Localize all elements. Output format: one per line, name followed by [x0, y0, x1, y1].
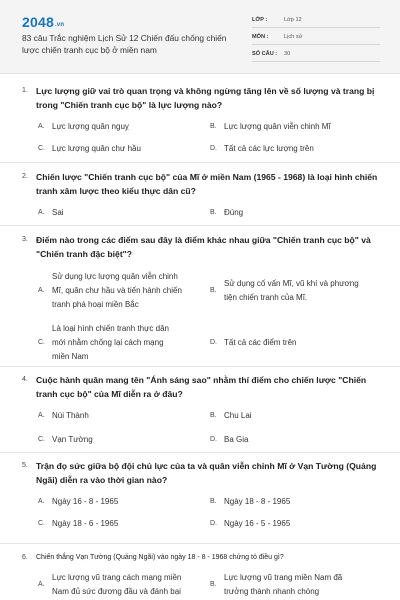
- question-header: [22, 551, 382, 565]
- option-text: Ngày 16 - 8 - 1965: [52, 497, 119, 506]
- question-header: [22, 373, 382, 401]
- option-letter: A.: [38, 287, 45, 294]
- question-header: [22, 233, 382, 261]
- meta-key: LỚP :: [252, 16, 268, 23]
- answer-option-b[interactable]: [210, 120, 331, 134]
- logo-text: 2048: [22, 14, 54, 30]
- question-number: 4.: [22, 376, 28, 383]
- option-letter: A.: [38, 581, 45, 588]
- question-text: Cuộc hành quân mang tên "Ánh sáng sao" nhằm thí điểm cho chiến lược "Chiến tranh cục bộ" của Mĩ diễn ra ở đâu?: [36, 375, 367, 399]
- option-letter: B.: [210, 581, 217, 588]
- answer-option-a[interactable]: [38, 571, 181, 599]
- answer-option-d[interactable]: [210, 321, 296, 365]
- option-text: Tất cả các điểm trên: [224, 338, 297, 347]
- option-text: Sử dụng cố vấn Mĩ, vũ khí và phương tiện chiến tranh của Mĩ.: [224, 279, 359, 302]
- answer-option-b[interactable]: [210, 495, 290, 509]
- question-3: [22, 233, 382, 361]
- question-4: [22, 373, 382, 444]
- answer-option-b[interactable]: [210, 409, 252, 423]
- question-text: Chiến thắng Vạn Tường (Quảng Ngãi) vào ngày 18 - 8 - 1968 chứng tỏ điều gì?: [36, 554, 284, 561]
- answer-option-a[interactable]: [38, 495, 118, 509]
- divider: [0, 162, 400, 163]
- option-text: Lực lượng quân nguỵ: [52, 122, 129, 131]
- answer-option-c[interactable]: [38, 142, 141, 156]
- answer-option-b[interactable]: [210, 269, 359, 313]
- answer-option-c[interactable]: [38, 517, 118, 531]
- answer-option-a[interactable]: [38, 120, 129, 134]
- question-number: 3.: [22, 236, 28, 243]
- divider: [0, 452, 400, 453]
- question-2: [22, 170, 382, 217]
- question-text: Điểm nào trong các điểm sau đây là điểm khác nhau giữa "Chiến tranh cục bộ" và "Chiến tranh đặc biệt"?: [36, 235, 371, 259]
- answer-option-c[interactable]: [38, 433, 93, 447]
- question-header: [22, 170, 382, 198]
- option-letter: A.: [38, 498, 45, 505]
- meta-count-row: [252, 46, 380, 62]
- meta-value: Lịch sử: [284, 33, 303, 40]
- option-letter: B.: [210, 287, 217, 294]
- option-letter: C.: [38, 436, 45, 443]
- question-text: Chiến lược "Chiến tranh cục bộ" của Mĩ ở miền Nam (1965 - 1968) là loại hình chiến tranh xâm lược theo kiểu thực dân cũ?: [36, 172, 378, 196]
- meta-subject-row: [252, 29, 380, 45]
- meta-value: Lớp 12: [284, 16, 302, 23]
- option-letter: A.: [38, 412, 45, 419]
- question-number: 2.: [22, 173, 28, 180]
- question-header: [22, 459, 382, 487]
- site-logo[interactable]: [22, 14, 64, 30]
- option-text: Ngày 16 - 5 - 1965: [224, 519, 291, 528]
- option-letter: C.: [38, 339, 45, 346]
- option-text: Ba Gia: [224, 435, 249, 444]
- divider: [0, 366, 400, 367]
- meta-key: MÔN :: [252, 33, 269, 40]
- answer-option-a[interactable]: [38, 409, 89, 423]
- meta-key: SỐ CÂU :: [252, 50, 278, 57]
- option-letter: B.: [210, 498, 217, 505]
- question-1: [22, 84, 382, 158]
- answer-option-c[interactable]: [38, 321, 169, 365]
- option-text: Lực lượng quân viễn chinh Mĩ: [224, 122, 331, 131]
- option-letter: D.: [210, 520, 217, 527]
- option-letter: A.: [38, 209, 45, 216]
- option-text: Lực lượng vũ trang miền Nam đã trưởng thành nhanh chóng: [224, 573, 343, 596]
- answer-option-d[interactable]: [210, 142, 314, 156]
- answer-option-d[interactable]: [210, 517, 290, 531]
- question-number: 6.: [22, 554, 28, 561]
- logo-suffix: .vn: [54, 22, 65, 28]
- question-number: 5.: [22, 462, 28, 469]
- option-letter: B.: [210, 123, 217, 130]
- divider: [0, 225, 400, 226]
- option-letter: C.: [38, 145, 45, 152]
- document-header: [0, 0, 400, 74]
- option-text: Lực lượng quân chư hầu: [52, 144, 141, 153]
- answer-option-a[interactable]: [38, 206, 64, 220]
- document-meta: [252, 12, 380, 63]
- answer-option-b[interactable]: [210, 571, 342, 599]
- document-title: 83 câu Trắc nghiệm Lịch Sử 12 Chiến đấu chống chiến lược chiến tranh cục bộ ở miền nam: [22, 33, 227, 55]
- option-text: Ngày 18 - 6 - 1965: [52, 519, 119, 528]
- answer-option-a[interactable]: [38, 269, 182, 313]
- option-letter: B.: [210, 412, 217, 419]
- meta-value: 30: [284, 50, 291, 57]
- option-text: Ngày 18 - 8 - 1965: [224, 497, 291, 506]
- question-6: [22, 551, 382, 596]
- option-text: Chu Lai: [224, 411, 252, 420]
- question-5: [22, 459, 382, 528]
- option-letter: D.: [210, 436, 217, 443]
- option-text: Tất cả các lực lượng trên: [224, 144, 314, 153]
- option-text: Đúng: [224, 208, 244, 217]
- option-text: Núi Thành: [52, 411, 89, 420]
- question-text: Lực lượng giữ vai trò quan trọng và không ngừng tăng lên về số lượng và trang bị trong "Chiến tranh cục bộ" là lực lượng nào?: [36, 86, 375, 110]
- question-header: [22, 84, 382, 112]
- option-letter: D.: [210, 145, 217, 152]
- option-letter: C.: [38, 520, 45, 527]
- option-letter: D.: [210, 339, 217, 346]
- option-text: Sai: [52, 208, 64, 217]
- meta-class-row: [252, 12, 380, 28]
- option-letter: B.: [210, 209, 217, 216]
- question-text: Trận đọ sức giữa bộ đội chủ lực của ta và quân viễn chinh Mĩ ở Vạn Tường (Quảng Ngãi) diễn ra vào thời gian nào?: [36, 461, 377, 485]
- option-text: Là loại hình chiến tranh thực dân mới nhằm chống lại cách mạng miền Nam: [52, 324, 169, 361]
- option-letter: A.: [38, 123, 45, 130]
- option-text: Sử dụng lực lượng quân viễn chinh Mĩ, quân chư hầu và tiến hành chiến tranh phá hoại miền Bắc: [52, 272, 182, 309]
- answer-option-b[interactable]: [210, 206, 243, 220]
- option-text: Vạn Tường: [52, 435, 93, 444]
- question-number: 1.: [22, 87, 28, 94]
- divider: [0, 543, 400, 544]
- answer-option-d[interactable]: [210, 433, 248, 447]
- option-text: Lực lượng vũ trang cách mạng miền Nam đủ sức đương đầu và đánh bại: [52, 573, 182, 596]
